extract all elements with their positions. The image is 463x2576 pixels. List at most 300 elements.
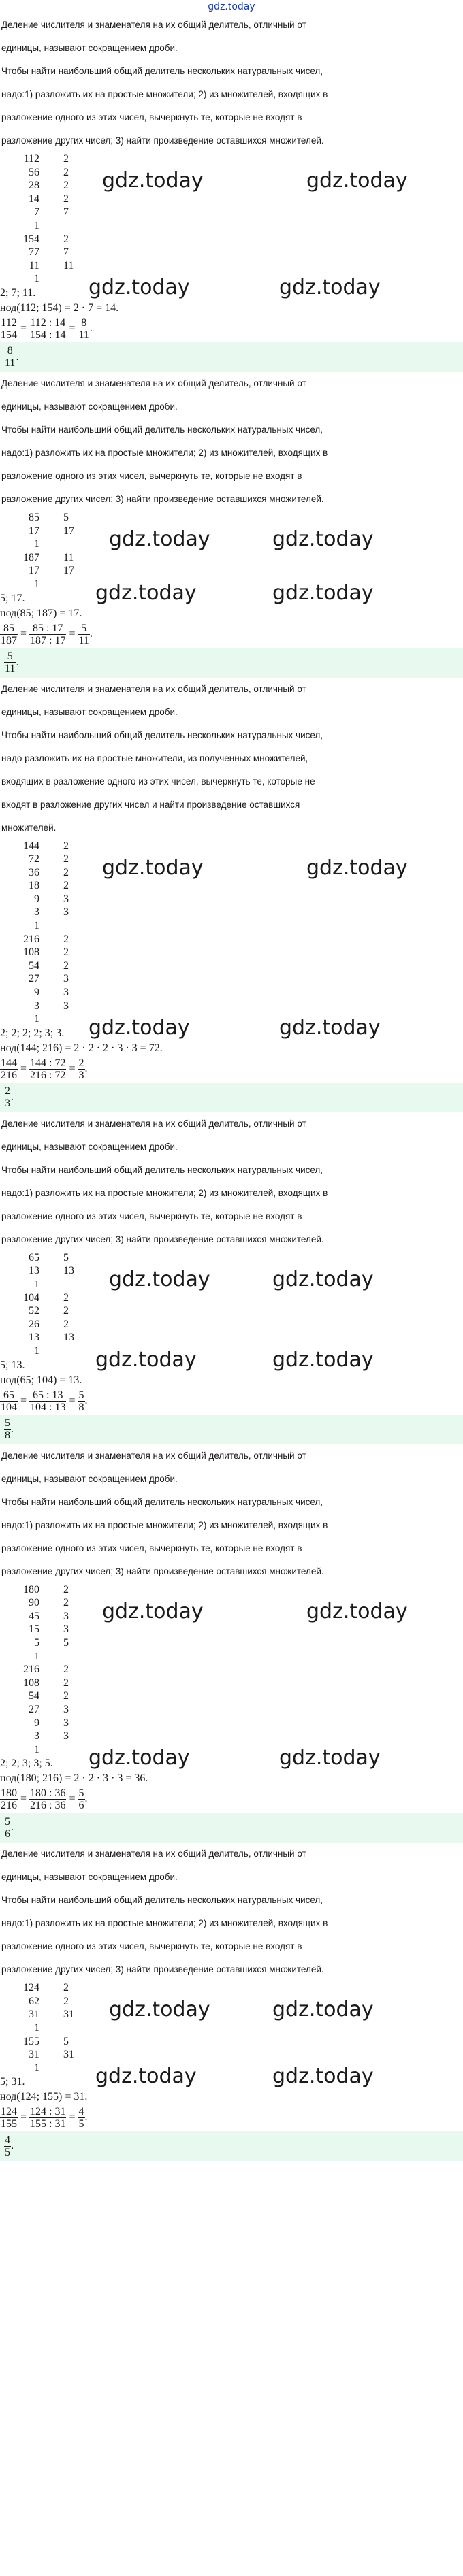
paragraph-line: надо:1) разложить их на простые множители; 2) из множителей, входящих в (1, 1187, 328, 1198)
factor-row (0, 511, 463, 525)
paragraph-line: надо:1) разложить их на простые множители; 2) из множителей, входящих в (1, 1918, 328, 1929)
solution-content (0, 14, 463, 2161)
factor-dividend: 9 (34, 1717, 39, 1729)
factor-row (0, 2062, 463, 2075)
factor-dividend: 3 (34, 1730, 39, 1743)
paragraph-line: единицы, называют сокращением дроби. (1, 1473, 178, 1484)
factor-dividend: 54 (29, 1690, 39, 1702)
factor-dividend: 1 (34, 538, 39, 550)
paragraph-line: разложение одного из этих чисел, вычеркнуть те, которые не входят в (1, 1542, 302, 1553)
factors-line: 2; 7; 11. (0, 286, 36, 299)
factor-divisor (44, 919, 63, 933)
factor-dividend: 1 (34, 1013, 39, 1025)
factor-divisor (44, 538, 63, 551)
fraction (78, 1787, 85, 1811)
factor-row (0, 166, 463, 180)
numerator: 144 (1, 1057, 17, 1069)
paragraph-line: разложение других чисел; 3) найти произведение оставшихся множителей. (1, 1566, 324, 1576)
paragraph-line: Чтобы найти наибольший общий делитель нескольких натуральных чисел, (1, 424, 323, 435)
factor-row (0, 906, 463, 919)
factor-divisor: 2 (44, 853, 69, 866)
factor-dividend: 1 (34, 1743, 39, 1755)
factor-row (0, 193, 463, 206)
fraction (78, 623, 90, 646)
paragraph-line: единицы, называют сокращением дроби. (1, 706, 178, 717)
factor-divisor: 2 (44, 840, 69, 853)
factor-dividend: 14 (29, 193, 39, 205)
factor-divisor: 2 (44, 152, 69, 166)
factor-dividend: 112 (23, 153, 39, 165)
paragraph-line: разложение других чисел; 3) найти произведение оставшихся множителей. (1, 1964, 324, 1975)
paragraph-line: Чтобы найти наибольший общий делитель нескольких натуральных чисел, (1, 1496, 323, 1507)
denominator: 155 (1, 2118, 17, 2130)
numerator: 8 (7, 345, 13, 357)
paragraph-line: Деление числителя и знаменателя на их общий делитель, отличный от (1, 683, 306, 694)
factor-row (0, 219, 463, 233)
factor-divisor: 2 (44, 1689, 69, 1703)
watermark: gdz.today (272, 527, 374, 551)
watermark: gdz.today (272, 1998, 374, 2022)
gcd-line: нод(85; 187) = 17. (0, 607, 82, 619)
paragraph-line: единицы, называют сокращением дроби. (1, 401, 178, 412)
factor-divisor: 11 (44, 259, 74, 273)
gcd-line: нод(144; 216) = 2 · 2 · 2 · 3 · 3 = 72. (0, 1042, 163, 1054)
factor-row (0, 946, 463, 959)
factor-row (0, 853, 463, 866)
answer-band: $\frac{5}{11}$ . (0, 648, 463, 678)
factor-divisor: 3 (44, 1623, 69, 1636)
denominator: 6 (5, 1828, 10, 1840)
factor-dividend: 216 (23, 1664, 39, 1676)
denominator: 154 : 14 (30, 329, 66, 341)
factor-divisor: 2 (44, 1596, 69, 1610)
factor-row (0, 1304, 463, 1318)
fraction (0, 1057, 18, 1081)
fraction (78, 317, 90, 341)
factor-dividend: 56 (29, 166, 39, 178)
fraction (0, 1389, 18, 1413)
gcd-line: нод(180; 216) = 2 · 2 · 3 · 3 = 36. (0, 1772, 148, 1785)
paragraph-line: множителей. (1, 822, 57, 833)
fraction (78, 1389, 85, 1413)
factors-line: 2; 2; 3; 3; 5. (0, 1757, 53, 1770)
factor-row (0, 1677, 463, 1690)
factor-divisor: 2 (44, 179, 69, 193)
numerator: 124 : 31 (30, 2106, 66, 2118)
paragraph-line: разложение других чисел; 3) найти произведение оставшихся множителей. (1, 493, 324, 504)
factors-line: 5; 13. (0, 1359, 25, 1371)
factor-row (0, 578, 463, 591)
denominator: 11 (78, 329, 89, 341)
factor-dividend: 1 (34, 2062, 39, 2074)
factor-row (0, 1278, 463, 1291)
factor-divisor: 7 (44, 246, 69, 259)
factor-row (0, 1743, 463, 1757)
factor-row (0, 551, 463, 565)
factor-row (0, 2021, 463, 2035)
factor-divisor: 3 (44, 1717, 69, 1730)
watermark: gdz.today (272, 2064, 374, 2089)
numerator: 65 (3, 1389, 14, 1401)
reduction-equation: $\frac{180}{216}$ = $\frac{180 : 36}{216 : 36}$ = $\frac{5}{6}$ . (1, 1787, 88, 1812)
factor-dividend: 72 (29, 853, 39, 865)
factorization (0, 511, 463, 605)
denominator: 104 (1, 1401, 17, 1413)
watermark: gdz.today (109, 527, 210, 551)
factorization (0, 1981, 463, 2089)
solution-section (0, 1843, 463, 2161)
numerator: 124 (1, 2106, 17, 2118)
factor-divisor: 2 (44, 933, 69, 946)
denominator: 8 (78, 1401, 84, 1413)
numerator: 180 (1, 1787, 17, 1800)
factor-row (0, 919, 463, 933)
numerator: 5 (5, 1417, 10, 1430)
denominator: 3 (78, 1069, 84, 1081)
denominator: 3 (5, 1097, 10, 1110)
factor-divisor: 31 (44, 2048, 74, 2062)
factor-dividend: 180 (23, 1583, 39, 1596)
factor-row (0, 1291, 463, 1305)
paragraph-line: Деление числителя и знаменателя на их общий делитель, отличный от (1, 378, 306, 389)
factor-row (0, 1663, 463, 1677)
factor-dividend: 31 (29, 2009, 39, 2021)
fraction (29, 1389, 66, 1413)
factor-row (0, 1596, 463, 1610)
factor-row (0, 1331, 463, 1344)
fraction (78, 1057, 85, 1081)
factor-row (0, 1623, 463, 1636)
factor-dividend: 28 (29, 180, 39, 192)
factor-row (0, 1689, 463, 1703)
factorization (0, 1251, 463, 1372)
factor-dividend: 45 (29, 1610, 39, 1622)
gcd-line: нод(65; 104) = 13. (0, 1374, 82, 1386)
factor-divisor: 3 (44, 1703, 69, 1717)
paragraph-line: разложение одного из этих чисел, вычеркнуть те, которые не входят в (1, 1941, 302, 1952)
factor-row (0, 152, 463, 166)
paragraph-line: входящих в разложение одного из этих чисел, вычеркнуть те, которые не (1, 776, 315, 787)
factor-dividend: 104 (23, 1291, 39, 1304)
fraction (4, 1816, 11, 1840)
numerator: 4 (5, 2134, 10, 2146)
factor-dividend: 52 (29, 1305, 39, 1317)
factor-divisor (44, 1344, 63, 1358)
reduction-equation: $\frac{85}{187}$ = $\frac{85 : 17}{187 : 17}$ = $\frac{5}{11}$ . (1, 622, 93, 646)
factor-dividend: 15 (29, 1623, 39, 1636)
paragraph-line: входят в разложение других чисел и найти произведение оставшихся (1, 799, 300, 810)
factor-divisor: 2 (44, 1291, 69, 1305)
factor-dividend: 1 (34, 273, 39, 285)
numerator: 5 (5, 1815, 10, 1828)
paragraph-line: надо разложить их на простые множители, из полученных множителей, (1, 753, 308, 763)
reduction-equation: $\frac{112}{154}$ = $\frac{112 : 14}{154 : 14}$ = $\frac{8}{11}$ . (1, 316, 93, 341)
answer-band: $\frac{5}{6}$ . (0, 1813, 463, 1843)
factor-divisor (44, 2062, 63, 2075)
watermark: gdz.today (89, 1746, 190, 1770)
factor-row (0, 179, 463, 193)
factor-row (0, 1012, 463, 1026)
factor-row (0, 233, 463, 246)
factor-divisor: 13 (44, 1264, 74, 1278)
watermark: gdz.today (95, 1347, 197, 1372)
factor-divisor: 2 (44, 866, 69, 880)
factor-row (0, 1981, 463, 1995)
factor-dividend: 27 (29, 1703, 39, 1715)
factor-divisor: 5 (44, 511, 69, 525)
factor-row (0, 893, 463, 906)
fraction (0, 1787, 18, 1811)
denominator: 187 : 17 (30, 634, 66, 646)
factor-dividend: 85 (29, 511, 39, 523)
factor-divisor (44, 1012, 63, 1026)
factor-row (0, 879, 463, 893)
denominator: 216 : 36 (30, 1800, 66, 1812)
watermark: gdz.today (95, 2064, 197, 2089)
factor-row (0, 840, 463, 853)
answer-band: $\frac{4}{5}$ . (0, 2131, 463, 2161)
factor-row (0, 564, 463, 578)
factor-divisor: 3 (44, 972, 69, 986)
factor-dividend: 17 (29, 565, 39, 577)
factor-divisor: 5 (44, 2035, 69, 2049)
factor-dividend: 3 (34, 906, 39, 919)
factor-dividend: 26 (29, 1318, 39, 1330)
factor-row (0, 1583, 463, 1597)
factor-dividend: 144 (23, 840, 39, 852)
factor-row (0, 959, 463, 973)
denominator: 104 : 13 (30, 1401, 66, 1413)
denominator: 155 : 31 (30, 2118, 66, 2130)
factor-divisor (44, 1743, 63, 1757)
solution-section (0, 1444, 463, 1843)
paragraph-line: Деление числителя и знаменателя на их общий делитель, отличный от (1, 1450, 306, 1461)
factor-divisor: 2 (44, 1995, 69, 2009)
factor-divisor (44, 272, 63, 286)
factor-dividend: 62 (29, 1995, 39, 2007)
factor-row (0, 2035, 463, 2049)
factor-divisor: 2 (44, 166, 69, 180)
denominator: 8 (5, 1430, 10, 1442)
factor-divisor: 2 (44, 1304, 69, 1318)
factor-divisor: 7 (44, 205, 69, 219)
factor-row (0, 1251, 463, 1265)
numerator: 144 : 72 (30, 1057, 66, 1069)
factor-row (0, 1000, 463, 1013)
factor-dividend: 108 (23, 1677, 39, 1689)
denominator: 11 (78, 634, 89, 646)
denominator: 5 (78, 2118, 84, 2130)
paragraph-line: Деление числителя и знаменателя на их общий делитель, отличный от (1, 20, 306, 30)
factor-divisor: 3 (44, 1610, 69, 1623)
numerator: 85 : 17 (33, 622, 63, 634)
paragraph-line: единицы, называют сокращением дроби. (1, 1872, 178, 1883)
numerator: 5 (81, 622, 87, 634)
factor-dividend: 13 (29, 1265, 39, 1277)
factor-dividend: 1 (34, 2022, 39, 2034)
watermark: gdz.today (279, 1746, 381, 1770)
watermark: gdz.today (306, 1599, 408, 1623)
factor-dividend: 154 (23, 233, 39, 245)
fraction (29, 1057, 66, 1081)
factor-dividend: 17 (29, 525, 39, 537)
solution-section (0, 1112, 463, 1444)
fraction (4, 2134, 11, 2158)
factor-divisor: 31 (44, 2008, 74, 2021)
factor-dividend: 1 (34, 1278, 39, 1290)
factor-row (0, 1636, 463, 1650)
factor-row (0, 272, 463, 286)
numerator: 2 (5, 1085, 10, 1097)
factor-row (0, 986, 463, 1000)
numerator: 5 (78, 1787, 84, 1800)
factor-dividend: 216 (23, 933, 39, 945)
fraction (4, 1417, 11, 1441)
factor-divisor: 2 (44, 1981, 69, 1995)
factor-divisor: 17 (44, 564, 74, 578)
factor-dividend: 3 (34, 1000, 39, 1012)
factor-dividend: 13 (29, 1332, 39, 1344)
factor-divisor: 2 (44, 1663, 69, 1677)
factor-divisor (44, 2021, 63, 2035)
denominator: 216 (1, 1800, 17, 1812)
top-watermark: gdz.today (208, 1, 255, 12)
factor-dividend: 54 (29, 959, 39, 972)
watermark: gdz.today (272, 1267, 374, 1291)
gcd-line: нод(112; 154) = 2 · 7 = 14. (0, 301, 119, 314)
factor-divisor: 2 (44, 959, 69, 973)
factor-divisor: 5 (44, 1636, 69, 1650)
numerator: 5 (78, 1389, 84, 1401)
watermark: gdz.today (279, 1015, 381, 1040)
factor-divisor: 3 (44, 986, 69, 1000)
factor-divisor: 2 (44, 1677, 69, 1690)
watermark: gdz.today (306, 169, 408, 193)
watermark: gdz.today (95, 580, 197, 605)
factor-dividend: 9 (34, 893, 39, 905)
factor-row (0, 205, 463, 219)
fraction (0, 317, 18, 341)
denominator: 216 (1, 1069, 17, 1081)
factor-divisor: 2 (44, 946, 69, 959)
paragraph-line: надо:1) разложить их на простые множители; 2) из множителей, входящих в (1, 89, 328, 99)
factor-divisor: 2 (44, 193, 69, 206)
factor-row (0, 1703, 463, 1717)
denominator: 11 (5, 357, 16, 369)
watermark: gdz.today (109, 1998, 210, 2022)
watermark: gdz.today (272, 1347, 374, 1372)
factor-dividend: 108 (23, 946, 39, 959)
factor-row (0, 1610, 463, 1623)
factors-line: 5; 31. (0, 2076, 25, 2088)
factor-dividend: 36 (29, 866, 39, 878)
factor-row (0, 538, 463, 551)
factor-divisor: 13 (44, 1331, 74, 1344)
factor-divisor: 3 (44, 893, 69, 906)
factor-dividend: 11 (29, 259, 39, 271)
solution-section (0, 678, 463, 1112)
paragraph-line: надо:1) разложить их на простые множители; 2) из множителей, входящих в (1, 447, 328, 458)
factor-row (0, 525, 463, 538)
paragraph-line: Чтобы найти наибольший общий делитель нескольких натуральных чисел, (1, 1164, 323, 1175)
numerator: 85 (3, 622, 14, 634)
factor-divisor: 3 (44, 1730, 69, 1743)
paragraph-line: разложение других чисел; 3) найти произведение оставшихся множителей. (1, 1234, 324, 1244)
paragraph-line: Чтобы найти наибольший общий делитель нескольких натуральных чисел, (1, 729, 323, 740)
paragraph-line: Деление числителя и знаменателя на их общий делитель, отличный от (1, 1849, 306, 1860)
factor-divisor: 2 (44, 1583, 69, 1597)
factor-dividend: 5 (34, 1636, 39, 1649)
factor-dividend: 1 (34, 219, 39, 231)
numerator: 5 (7, 650, 13, 662)
factor-row (0, 972, 463, 986)
factor-dividend: 187 (23, 551, 39, 563)
denominator: 216 : 72 (30, 1069, 66, 1081)
factor-dividend: 124 (23, 1982, 39, 1994)
solution-section (0, 14, 463, 372)
denominator: 187 (1, 634, 17, 646)
factor-dividend: 9 (34, 987, 39, 999)
answer-band: $\frac{8}{11}$ . (0, 342, 463, 372)
fraction (4, 345, 16, 369)
numerator: 112 (1, 316, 17, 329)
factor-divisor (44, 578, 63, 591)
denominator: 154 (1, 329, 17, 341)
factor-divisor: 3 (44, 906, 69, 919)
watermark: gdz.today (306, 855, 408, 880)
watermark: gdz.today (89, 275, 190, 299)
factor-dividend: 155 (23, 2035, 39, 2047)
paragraph-line: надо:1) разложить их на простые множители; 2) из множителей, входящих в (1, 1519, 328, 1530)
fraction (4, 1085, 11, 1109)
reduction-equation: $\frac{65}{104}$ = $\frac{65 : 13}{104 : 13}$ = $\frac{5}{8}$ . (1, 1389, 88, 1413)
fraction (29, 623, 66, 646)
fraction (29, 317, 66, 341)
factor-dividend: 90 (29, 1597, 39, 1609)
paragraph-line: разложение одного из этих чисел, вычеркнуть те, которые не входят в (1, 1210, 302, 1221)
factor-divisor: 2 (44, 1318, 69, 1332)
factor-row (0, 1344, 463, 1358)
numerator: 8 (81, 316, 87, 329)
paragraph-line: Чтобы найти наибольший общий делитель нескольких натуральных чисел, (1, 66, 323, 76)
paragraph-line: разложение одного из этих чисел, вычеркнуть те, которые не входят в (1, 470, 302, 481)
factors-line: 2; 2; 2; 2; 3; 3. (0, 1027, 65, 1039)
watermark: gdz.today (109, 1267, 210, 1291)
factor-dividend: 18 (29, 880, 39, 892)
factor-dividend: 1 (34, 1650, 39, 1662)
numerator: 4 (78, 2106, 84, 2118)
factor-divisor: 5 (44, 1251, 69, 1265)
factor-dividend: 77 (29, 246, 39, 259)
denominator: 11 (5, 663, 16, 674)
fraction (0, 623, 18, 646)
factor-dividend: 65 (29, 1251, 39, 1264)
watermark: gdz.today (272, 580, 374, 605)
numerator: 180 : 36 (30, 1787, 66, 1800)
gcd-line: нод(124; 155) = 31. (0, 2091, 88, 2103)
reduction-equation: $\frac{124}{155}$ = $\frac{124 : 31}{155 : 31}$ = $\frac{4}{5}$ . (1, 2106, 88, 2130)
factor-row (0, 1995, 463, 2009)
watermark: gdz.today (89, 1015, 190, 1040)
answer-band: $\frac{2}{3}$ . (0, 1083, 463, 1112)
factor-divisor (44, 1278, 63, 1291)
factor-row (0, 259, 463, 273)
factor-row (0, 1730, 463, 1743)
fraction (0, 2106, 18, 2130)
fraction (29, 1787, 66, 1811)
denominator: 5 (5, 2146, 10, 2158)
factor-divisor (44, 219, 63, 233)
